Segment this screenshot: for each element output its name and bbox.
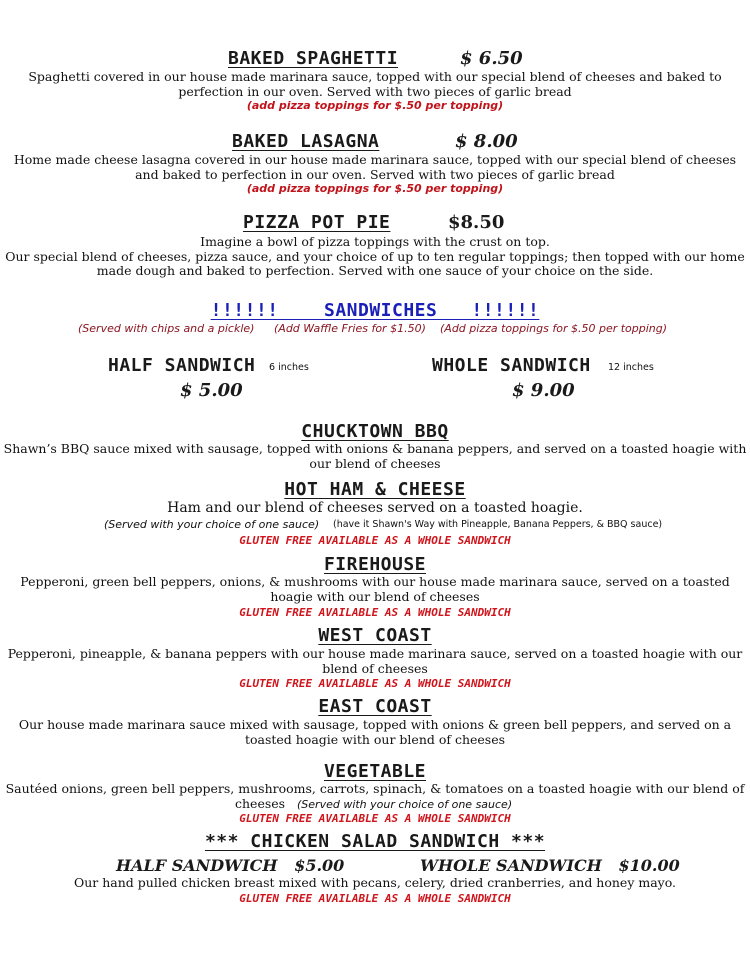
pizza-pot-pie-title: PIZZA POT PIE — [243, 212, 391, 233]
hot-ham-cheese-desc: Ham and our blend of cheeses served on a toasted hoagie. — [167, 500, 583, 516]
baked-lasagna-desc-2: and baked to perfection in our oven. Served with two pieces of garlic bread — [135, 167, 615, 182]
firehouse-title: FIREHOUSE — [323, 554, 427, 575]
east-coast-title: EAST COAST — [318, 696, 432, 717]
firehouse-desc-2: hoagie with our blend of cheeses — [270, 589, 480, 604]
half-sandwich-label: HALF SANDWICH — [108, 355, 256, 376]
pizza-pot-pie-desc-3: made dough and baked to perfection. Served with one sauce of your choice on the side. — [96, 263, 654, 278]
pizza-pot-pie-desc-1: Imagine a bowl of pizza toppings with the crust on top. — [200, 234, 550, 249]
west-coast-gluten-free: GLUTEN FREE AVAILABLE AS A WHOLE SANDWICH — [239, 677, 511, 690]
vegetable-desc-2: cheeses — [235, 796, 286, 811]
west-coast-title: WEST COAST — [318, 625, 432, 646]
chicken-salad-title: *** CHICKEN SALAD SANDWICH *** — [204, 831, 546, 852]
chicken-salad-half: HALF SANDWICH $5.00 — [116, 856, 345, 875]
firehouse-gluten-free: GLUTEN FREE AVAILABLE AS A WHOLE SANDWICH — [239, 606, 511, 619]
sandwiches-header: !!!!!! SANDWICHES !!!!!! — [210, 300, 540, 321]
hot-ham-sauce-note: (Served with your choice of one sauce) — [104, 518, 320, 531]
vegetable-title: VEGETABLE — [323, 761, 427, 782]
hot-ham-shawns-way: (have it Shawn's Way with Pineapple, Banana Peppers, & BBQ sauce) — [333, 519, 663, 530]
hot-ham-gluten-free: GLUTEN FREE AVAILABLE AS A WHOLE SANDWICH — [239, 534, 511, 547]
pizza-pot-pie-desc-2: Our special blend of cheeses, pizza sauce, and your choice of up to ten regular toppings; then topped with our home — [5, 249, 745, 264]
west-coast-desc-1: Pepperoni, pineapple, & banana peppers with our house made marinara sauce, served on a toasted hoagie with our — [7, 646, 743, 661]
sandwiches-note-chips: (Served with chips and a pickle) — [78, 322, 255, 335]
chicken-salad-gluten-free: GLUTEN FREE AVAILABLE AS A WHOLE SANDWICH — [239, 892, 511, 905]
baked-lasagna-title: BAKED LASAGNA — [232, 131, 380, 152]
half-sandwich-price: $ 5.00 — [180, 380, 243, 401]
pizza-pot-pie-price: $8.50 — [448, 212, 505, 233]
whole-sandwich-label: WHOLE SANDWICH — [432, 355, 591, 376]
chicken-salad-desc: Our hand pulled chicken breast mixed with pecans, celery, dried cranberries, and honey mayo. — [74, 875, 676, 890]
vegetable-sauce-note: (Served with your choice of one sauce) — [297, 798, 513, 811]
baked-spaghetti-desc-2: perfection in our oven. Served with two pieces of garlic bread — [178, 84, 572, 99]
chucktown-bbq-desc-2: our blend of cheeses — [309, 456, 441, 471]
whole-sandwich-price: $ 9.00 — [512, 380, 575, 401]
chucktown-bbq-title: CHUCKTOWN BBQ — [301, 421, 449, 442]
half-sandwich-size: 6 inches — [269, 362, 309, 373]
sandwiches-note-fries: (Add Waffle Fries for $1.50) — [274, 322, 426, 335]
baked-spaghetti-note: (add pizza toppings for $.50 per topping) — [246, 99, 504, 112]
vegetable-desc-1: Sautéed onions, green bell peppers, mushrooms, carrots, spinach, & tomatoes on a toasted hoagie with our blend of — [5, 781, 745, 796]
firehouse-desc-1: Pepperoni, green bell peppers, onions, & mushrooms with our house made marinara sauce, served on a toasted — [20, 574, 730, 589]
baked-lasagna-desc-1: Home made cheese lasagna covered in our house made marinara sauce, topped with our special blend of cheeses — [13, 152, 737, 167]
east-coast-desc-2: toasted hoagie with our blend of cheeses — [244, 732, 506, 747]
chucktown-bbq-desc-1: Shawn’s BBQ sauce mixed with sausage, topped with onions & banana peppers, and served on a toasted hoagie with — [3, 441, 747, 456]
chicken-salad-whole: WHOLE SANDWICH $10.00 — [420, 856, 680, 875]
east-coast-desc-1: Our house made marinara sauce mixed with sausage, topped with onions & green bell peppers, and served on a — [18, 717, 732, 732]
baked-spaghetti-price: $ 6.50 — [460, 48, 523, 69]
vegetable-gluten-free: GLUTEN FREE AVAILABLE AS A WHOLE SANDWICH — [239, 812, 511, 825]
west-coast-desc-2: blend of cheeses — [322, 661, 428, 676]
baked-lasagna-note: (add pizza toppings for $.50 per topping) — [246, 182, 504, 195]
baked-lasagna-price: $ 8.00 — [455, 131, 518, 152]
baked-spaghetti-desc-1: Spaghetti covered in our house made marinara sauce, topped with our special blend of cheeses and baked to — [28, 69, 722, 84]
baked-spaghetti-title: BAKED SPAGHETTI — [228, 48, 399, 69]
whole-sandwich-size: 12 inches — [608, 362, 654, 373]
hot-ham-cheese-title: HOT HAM & CHEESE — [284, 479, 466, 500]
sandwiches-note-toppings: (Add pizza toppings for $.50 per topping) — [440, 322, 668, 335]
